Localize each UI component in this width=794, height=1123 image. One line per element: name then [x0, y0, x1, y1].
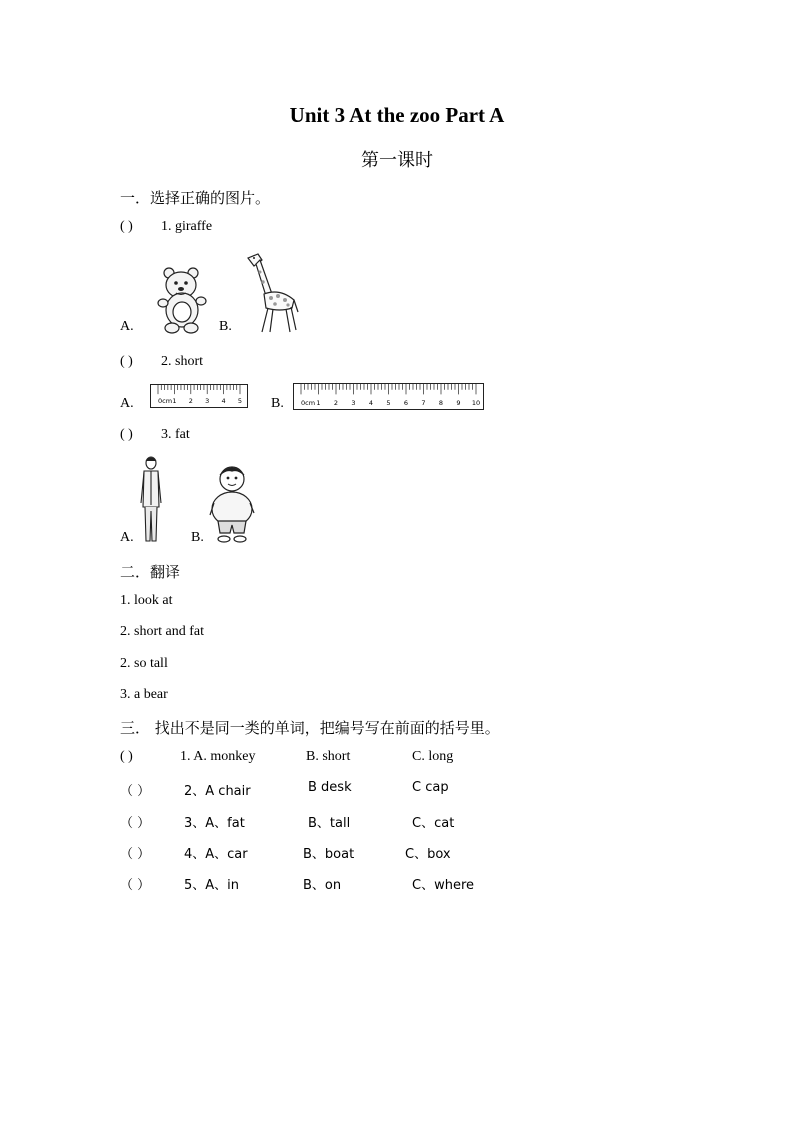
row3-bracket: （ ）	[120, 816, 151, 831]
q3-option-b-label: B.	[191, 530, 204, 545]
long-ruler-label: 7	[421, 399, 426, 407]
row5-option-b: B、on	[303, 878, 342, 893]
long-ruler-image	[293, 383, 484, 410]
row3-option-c: C、cat	[412, 816, 455, 831]
long-ruler-label: 6	[403, 399, 409, 407]
section3-heading: 三． 找出不是同一类的单词，把编号写在前面的括号里。	[120, 719, 500, 737]
q1-bracket: ( )	[120, 219, 133, 234]
row2-bracket: （ ）	[120, 784, 151, 799]
short-ruler-label: 1	[172, 397, 177, 405]
row4-option-c: C、box	[405, 847, 451, 862]
q2-option-b-label: B.	[271, 396, 284, 411]
row1-bracket: ( )	[120, 749, 133, 764]
q2-option-a-label: A.	[120, 396, 134, 411]
long-ruler-label: 5	[386, 399, 391, 407]
q1-option-b-label: B.	[219, 319, 232, 334]
row5-bracket: （ ）	[120, 878, 151, 893]
translate-item-1: 1. look at	[120, 593, 173, 608]
translate-item-4: 3. a bear	[120, 687, 168, 702]
q3-option-a-label: A.	[120, 530, 134, 545]
translate-item-2: 2. short and fat	[120, 624, 204, 639]
long-ruler-label: 3	[351, 399, 356, 407]
row4-option-b: B、boat	[303, 847, 355, 862]
row1-option-c: C. long	[412, 749, 454, 764]
page-title: Unit 3 At the zoo Part A	[289, 103, 505, 127]
long-ruler-label: 10	[471, 399, 481, 407]
section1-heading: 一．选择正确的图片。	[120, 189, 271, 207]
long-ruler-label: 1	[316, 399, 321, 407]
row4-bracket: （ ）	[120, 847, 151, 862]
q3-text: 3. fat	[161, 427, 190, 442]
short-ruler-label: 5	[237, 397, 243, 405]
thin-man-image	[138, 455, 164, 545]
long-ruler-label: 0cm	[301, 399, 316, 407]
short-ruler-label: 3	[205, 397, 210, 405]
translate-item-3: 2. so tall	[120, 656, 168, 671]
giraffe-image	[240, 250, 300, 335]
q1-option-a-label: A.	[120, 319, 134, 334]
short-ruler-label: 4	[221, 397, 226, 405]
long-ruler-label: 2	[333, 399, 339, 407]
row2-option-c: C cap	[412, 780, 449, 795]
section2-heading: 二．翻译	[120, 563, 181, 581]
row2-option-b: B desk	[308, 780, 352, 795]
page-subtitle: 第一课时	[361, 150, 433, 171]
row3-option-a: 3、A、fat	[184, 816, 245, 831]
q2-text: 2. short	[161, 354, 203, 369]
long-ruler-label: 9	[456, 399, 461, 407]
row1-option-b: B. short	[306, 749, 351, 764]
q1-text: 1. giraffe	[161, 219, 213, 234]
short-ruler-label: 0cm	[158, 397, 173, 405]
row4-option-a: 4、A、car	[184, 847, 248, 862]
fat-boy-image	[208, 463, 256, 543]
row5-option-c: C、where	[412, 878, 475, 893]
row2-option-a: 2、A chair	[184, 784, 251, 799]
short-ruler-image	[150, 384, 248, 408]
long-ruler-label: 4	[368, 399, 374, 407]
long-ruler-label: 8	[438, 399, 444, 407]
short-ruler-label: 2	[188, 397, 193, 405]
bear-image	[155, 265, 211, 335]
row5-option-a: 5、A、in	[184, 878, 240, 893]
q3-bracket: ( )	[120, 427, 133, 442]
row3-option-b: B、tall	[308, 816, 351, 831]
row1-option-a: 1. A. monkey	[180, 749, 256, 764]
q2-bracket: ( )	[120, 354, 133, 369]
